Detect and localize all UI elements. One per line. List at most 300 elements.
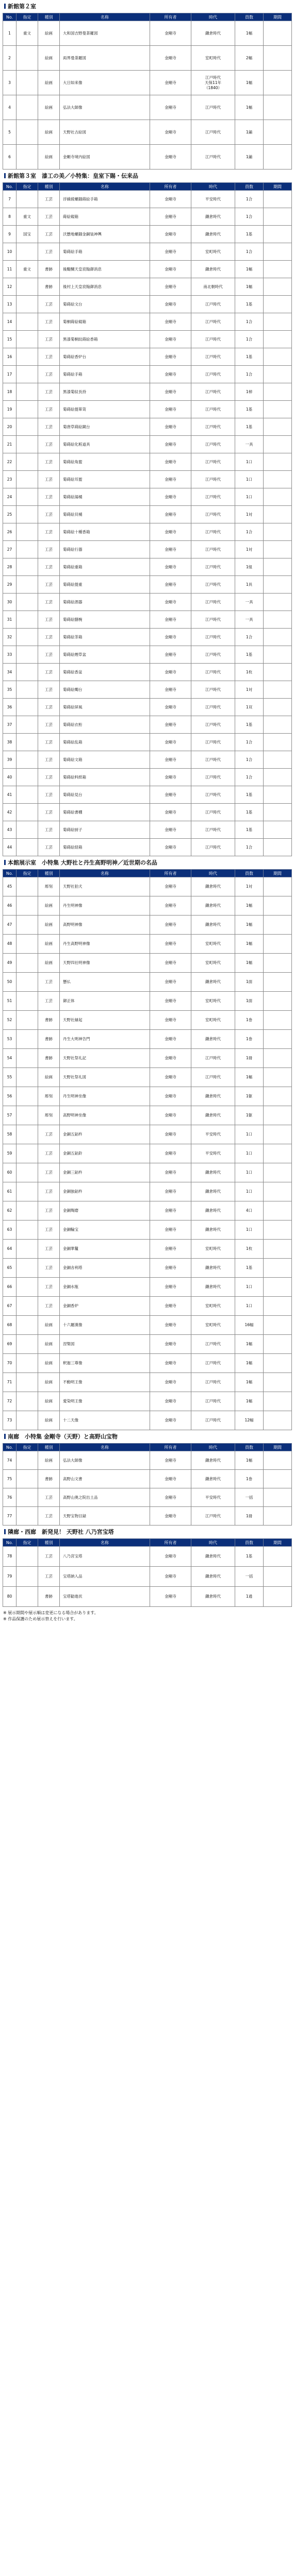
cell-name: 沃懸地螺鈿金銅装神輿 bbox=[60, 226, 150, 243]
cell-designation bbox=[17, 1373, 38, 1392]
cell-period bbox=[264, 506, 292, 523]
cell-type: 工芸 bbox=[38, 418, 60, 436]
cell-no: 23 bbox=[3, 471, 17, 488]
cell-era: 平安時代 bbox=[191, 1144, 235, 1163]
cell-name: 高野明神像 bbox=[60, 916, 150, 935]
table-row bbox=[3, 313, 292, 331]
cell-designation bbox=[17, 1587, 38, 1607]
cell-name: 菊蒔絵屏風 bbox=[60, 699, 150, 716]
cell-no: 14 bbox=[3, 313, 17, 331]
table-row bbox=[3, 21, 292, 46]
cell-no: 50 bbox=[3, 973, 17, 992]
cell-owner: 金剛寺 bbox=[150, 916, 191, 935]
cell-owner: 金剛寺 bbox=[150, 935, 191, 954]
cell-type: 絵画 bbox=[38, 954, 60, 973]
cell-type: 工芸 bbox=[38, 383, 60, 401]
cell-designation bbox=[17, 681, 38, 699]
cell-type: 工芸 bbox=[38, 541, 60, 558]
exhibit-table bbox=[3, 869, 292, 1430]
cell-period bbox=[264, 1507, 292, 1526]
table-row bbox=[3, 1201, 292, 1221]
cell-owner: 金剛寺 bbox=[150, 1106, 191, 1125]
section bbox=[3, 1430, 291, 1526]
cell-designation bbox=[17, 629, 38, 646]
table-row bbox=[3, 1392, 292, 1411]
cell-type: 工芸 bbox=[38, 331, 60, 348]
cell-name: 蒔絵硯箱 bbox=[60, 208, 150, 226]
cell-name: 金銅華鬘 bbox=[60, 1240, 150, 1259]
cell-owner: 金剛寺 bbox=[150, 1392, 191, 1411]
column-header-period: 期間 bbox=[264, 13, 292, 21]
cell-no: 33 bbox=[3, 646, 17, 664]
cell-designation bbox=[17, 1354, 38, 1373]
cell-era: 江戸時代 bbox=[191, 646, 235, 664]
cell-no: 49 bbox=[3, 954, 17, 973]
table-row bbox=[3, 611, 292, 629]
table-row bbox=[3, 769, 292, 786]
section-title-text: 南廊 小特集 金剛寺（天野）と高野山宝物 bbox=[8, 1433, 118, 1440]
column-header-era: 時代 bbox=[191, 1539, 235, 1547]
cell-qty: 1口 bbox=[235, 1163, 264, 1182]
cell-period bbox=[264, 681, 292, 699]
table-row bbox=[3, 804, 292, 821]
cell-designation bbox=[17, 804, 38, 821]
cell-era: 江戸時代 bbox=[191, 786, 235, 804]
cell-name: 金銅香炉 bbox=[60, 1297, 150, 1316]
cell-type: 工芸 bbox=[38, 366, 60, 383]
table-row bbox=[3, 71, 292, 95]
cell-name: 黒漆菊紋長持 bbox=[60, 383, 150, 401]
note-line: ※ 展示期間や展示順は変更になる場合があります。 bbox=[3, 1611, 99, 1615]
table-row bbox=[3, 1278, 292, 1297]
cell-period bbox=[264, 734, 292, 751]
cell-type: 絵画 bbox=[38, 935, 60, 954]
cell-type: 工芸 bbox=[38, 594, 60, 611]
cell-name: 金銅五鈷鈴 bbox=[60, 1144, 150, 1163]
cell-owner: 金剛寺 bbox=[150, 453, 191, 471]
cell-designation bbox=[17, 821, 38, 839]
cell-designation bbox=[17, 71, 38, 95]
cell-era: 江戸時代 bbox=[191, 734, 235, 751]
cell-era: 鎌倉時代 bbox=[191, 1221, 235, 1240]
cell-period bbox=[264, 896, 292, 916]
cell-designation bbox=[17, 699, 38, 716]
cell-no: 69 bbox=[3, 1335, 17, 1354]
cell-qty: 一具 bbox=[235, 594, 264, 611]
cell-designation bbox=[17, 1316, 38, 1335]
cell-name: 菊蒔絵衣桁 bbox=[60, 716, 150, 734]
cell-designation bbox=[17, 120, 38, 145]
cell-type: 工芸 bbox=[38, 664, 60, 681]
section-title bbox=[3, 0, 291, 13]
table-row bbox=[3, 716, 292, 734]
cell-no: 79 bbox=[3, 1567, 17, 1587]
cell-period bbox=[264, 21, 292, 46]
table-row bbox=[3, 1144, 292, 1163]
cell-period bbox=[264, 1335, 292, 1354]
table-row bbox=[3, 1049, 292, 1068]
cell-owner: 金剛寺 bbox=[150, 1011, 191, 1030]
cell-type: 工芸 bbox=[38, 523, 60, 541]
table-row bbox=[3, 1335, 292, 1354]
cell-name: 丹生明神坐像 bbox=[60, 1087, 150, 1106]
table-header-row bbox=[3, 870, 292, 877]
cell-period bbox=[264, 576, 292, 594]
cell-period bbox=[264, 1259, 292, 1278]
cell-name: 菊蒔絵文台 bbox=[60, 296, 150, 313]
cell-no: 66 bbox=[3, 1278, 17, 1297]
cell-era: 江戸時代 bbox=[191, 366, 235, 383]
cell-qty: 1口 bbox=[235, 1278, 264, 1297]
cell-no: 53 bbox=[3, 1030, 17, 1049]
cell-period bbox=[264, 453, 292, 471]
cell-era: 江戸時代 bbox=[191, 1392, 235, 1411]
cell-era: 江戸時代 bbox=[191, 145, 235, 170]
cell-owner: 金剛寺 bbox=[150, 954, 191, 973]
cell-designation bbox=[17, 278, 38, 296]
cell-qty: 1幅 bbox=[235, 1373, 264, 1392]
cell-name: 不動明王像 bbox=[60, 1373, 150, 1392]
cell-era: 江戸時代 bbox=[191, 1354, 235, 1373]
column-header-no: No. bbox=[3, 13, 17, 21]
cell-no: 26 bbox=[3, 523, 17, 541]
cell-qty: 1対 bbox=[235, 681, 264, 699]
cell-designation bbox=[17, 1201, 38, 1221]
table-row bbox=[3, 1221, 292, 1240]
table-row bbox=[3, 541, 292, 558]
cell-designation bbox=[17, 916, 38, 935]
cell-no: 38 bbox=[3, 734, 17, 751]
cell-era: 江戸時代 bbox=[191, 558, 235, 576]
cell-type: 書跡 bbox=[38, 1030, 60, 1049]
cell-no: 70 bbox=[3, 1354, 17, 1373]
cell-name: 菊蒔絵提箪笥 bbox=[60, 401, 150, 418]
cell-designation bbox=[17, 1087, 38, 1106]
cell-period bbox=[264, 1106, 292, 1125]
cell-designation bbox=[17, 664, 38, 681]
table-row bbox=[3, 896, 292, 916]
cell-designation bbox=[17, 1011, 38, 1030]
column-header-designation: 指定 bbox=[17, 1539, 38, 1547]
cell-era: 鎌倉時代 bbox=[191, 1278, 235, 1297]
table-row bbox=[3, 120, 292, 145]
cell-designation bbox=[17, 594, 38, 611]
cell-qty: 1面 bbox=[235, 973, 264, 992]
cell-type: 絵画 bbox=[38, 1451, 60, 1470]
cell-no: 8 bbox=[3, 208, 17, 226]
cell-designation bbox=[17, 716, 38, 734]
cell-era: 江戸時代 bbox=[191, 1507, 235, 1526]
cell-period bbox=[264, 243, 292, 261]
cell-no: 5 bbox=[3, 120, 17, 145]
cell-type: 工芸 bbox=[38, 191, 60, 208]
cell-period bbox=[264, 1240, 292, 1259]
cell-era: 江戸時代 bbox=[191, 681, 235, 699]
cell-period bbox=[264, 1411, 292, 1430]
cell-no: 72 bbox=[3, 1392, 17, 1411]
cell-owner: 金剛寺 bbox=[150, 629, 191, 646]
cell-type: 工芸 bbox=[38, 506, 60, 523]
section-marker bbox=[4, 1529, 6, 1534]
column-header-type: 種別 bbox=[38, 183, 60, 191]
cell-name: 高野山文書 bbox=[60, 1470, 150, 1488]
cell-type: 工芸 bbox=[38, 576, 60, 594]
cell-no: 45 bbox=[3, 877, 17, 896]
cell-qty: 1幅 bbox=[235, 954, 264, 973]
section-title bbox=[3, 170, 291, 182]
cell-owner: 金剛寺 bbox=[150, 523, 191, 541]
cell-period bbox=[264, 1221, 292, 1240]
cell-era: 江戸時代 bbox=[191, 1335, 235, 1354]
cell-name: 金銅羯磨 bbox=[60, 1201, 150, 1221]
cell-no: 52 bbox=[3, 1011, 17, 1030]
cell-owner: 金剛寺 bbox=[150, 348, 191, 366]
cell-type: 工芸 bbox=[38, 436, 60, 453]
cell-name: 菊蒔絵厨子 bbox=[60, 821, 150, 839]
cell-type: 工芸 bbox=[38, 1163, 60, 1182]
cell-owner: 金剛寺 bbox=[150, 1547, 191, 1567]
table-row bbox=[3, 1182, 292, 1201]
cell-qty: 1合 bbox=[235, 751, 264, 769]
cell-designation bbox=[17, 401, 38, 418]
note-line: ※ 作品保護のため展示替えを行います。 bbox=[3, 1617, 78, 1621]
cell-owner: 金剛寺 bbox=[150, 558, 191, 576]
cell-name: 金銅水瓶 bbox=[60, 1278, 150, 1297]
cell-name: 大和国吉野曼荼羅図 bbox=[60, 21, 150, 46]
cell-period bbox=[264, 1068, 292, 1087]
cell-name: 金銅独鈷杵 bbox=[60, 1182, 150, 1201]
column-header-designation: 指定 bbox=[17, 183, 38, 191]
cell-period bbox=[264, 366, 292, 383]
cell-designation: 国宝 bbox=[17, 226, 38, 243]
cell-no: 32 bbox=[3, 629, 17, 646]
cell-name: 菊蒔絵膳椀 bbox=[60, 611, 150, 629]
cell-no: 2 bbox=[3, 46, 17, 71]
cell-qty: 1口 bbox=[235, 1144, 264, 1163]
column-header-owner: 所有者 bbox=[150, 183, 191, 191]
cell-type: 絵画 bbox=[38, 916, 60, 935]
cell-era: 江戸時代 天保11年 （1840） bbox=[191, 71, 235, 95]
cell-owner: 金剛寺 bbox=[150, 1316, 191, 1335]
cell-no: 68 bbox=[3, 1316, 17, 1335]
cell-type: 絵画 bbox=[38, 1392, 60, 1411]
cell-name: 菊蒔絵行器 bbox=[60, 541, 150, 558]
cell-period bbox=[264, 804, 292, 821]
cell-period bbox=[264, 1297, 292, 1316]
cell-period bbox=[264, 1488, 292, 1507]
cell-no: 22 bbox=[3, 453, 17, 471]
cell-type: 書跡 bbox=[38, 1470, 60, 1488]
cell-era: 室町時代 bbox=[191, 1316, 235, 1335]
table-row bbox=[3, 1567, 292, 1587]
cell-type: 絵画 bbox=[38, 120, 60, 145]
cell-qty: 1対 bbox=[235, 541, 264, 558]
cell-name: 天野四社明神像 bbox=[60, 954, 150, 973]
table-row bbox=[3, 436, 292, 453]
cell-owner: 金剛寺 bbox=[150, 278, 191, 296]
cell-no: 62 bbox=[3, 1201, 17, 1221]
cell-no: 31 bbox=[3, 611, 17, 629]
cell-era: 江戸時代 bbox=[191, 1373, 235, 1392]
cell-type: 工芸 bbox=[38, 821, 60, 839]
cell-owner: 金剛寺 bbox=[150, 751, 191, 769]
cell-owner: 金剛寺 bbox=[150, 1163, 191, 1182]
cell-designation bbox=[17, 576, 38, 594]
column-header-designation: 指定 bbox=[17, 1444, 38, 1451]
cell-owner: 金剛寺 bbox=[150, 1125, 191, 1144]
cell-type: 工芸 bbox=[38, 348, 60, 366]
cell-no: 27 bbox=[3, 541, 17, 558]
cell-period bbox=[264, 278, 292, 296]
cell-name: 後醍醐天皇宸翰御消息 bbox=[60, 261, 150, 278]
table-row bbox=[3, 877, 292, 896]
cell-owner: 金剛寺 bbox=[150, 71, 191, 95]
column-header-name: 名称 bbox=[60, 1539, 150, 1547]
cell-owner: 金剛寺 bbox=[150, 1411, 191, 1430]
cell-name: 愛染明王像 bbox=[60, 1392, 150, 1411]
cell-owner: 金剛寺 bbox=[150, 594, 191, 611]
cell-no: 67 bbox=[3, 1297, 17, 1316]
cell-era: 鎌倉時代 bbox=[191, 261, 235, 278]
cell-period bbox=[264, 331, 292, 348]
cell-era: 鎌倉時代 bbox=[191, 1201, 235, 1221]
cell-qty: 1幅 bbox=[235, 21, 264, 46]
table-row bbox=[3, 523, 292, 541]
table-row bbox=[3, 664, 292, 681]
cell-no: 47 bbox=[3, 916, 17, 935]
cell-name: 十六羅漢像 bbox=[60, 1316, 150, 1335]
cell-designation bbox=[17, 769, 38, 786]
cell-type: 工芸 bbox=[38, 681, 60, 699]
cell-designation bbox=[17, 935, 38, 954]
cell-name: 菊蒔絵貝桶 bbox=[60, 506, 150, 523]
cell-designation bbox=[17, 541, 38, 558]
cell-type: 工芸 bbox=[38, 716, 60, 734]
cell-type: 工芸 bbox=[38, 453, 60, 471]
cell-era: 江戸時代 bbox=[191, 594, 235, 611]
cell-name: 菊蒔絵手箱 bbox=[60, 243, 150, 261]
cell-era: 江戸時代 bbox=[191, 523, 235, 541]
cell-qty: 1口 bbox=[235, 1182, 264, 1201]
cell-designation bbox=[17, 1240, 38, 1259]
section bbox=[3, 170, 291, 856]
cell-owner: 金剛寺 bbox=[150, 1240, 191, 1259]
cell-era: 平安時代 bbox=[191, 1488, 235, 1507]
section-title-text: 隣廊・西廊 新発見！ 天野社 八乃宮宝塔 bbox=[8, 1529, 114, 1535]
cell-name: 菊蒔絵書棚 bbox=[60, 804, 150, 821]
cell-owner: 金剛寺 bbox=[150, 1221, 191, 1240]
cell-no: 57 bbox=[3, 1106, 17, 1125]
table-row bbox=[3, 751, 292, 769]
cell-no: 35 bbox=[3, 681, 17, 699]
cell-designation bbox=[17, 1049, 38, 1068]
table-header-row bbox=[3, 1444, 292, 1451]
cell-no: 48 bbox=[3, 935, 17, 954]
cell-period bbox=[264, 1011, 292, 1030]
cell-designation bbox=[17, 453, 38, 471]
cell-era: 江戸時代 bbox=[191, 699, 235, 716]
cell-no: 9 bbox=[3, 226, 17, 243]
table-row bbox=[3, 954, 292, 973]
cell-type: 書跡 bbox=[38, 1011, 60, 1030]
cell-owner: 金剛寺 bbox=[150, 261, 191, 278]
cell-name: 十二天像 bbox=[60, 1411, 150, 1430]
cell-type: 工芸 bbox=[38, 1182, 60, 1201]
cell-designation bbox=[17, 646, 38, 664]
cell-period bbox=[264, 261, 292, 278]
cell-no: 18 bbox=[3, 383, 17, 401]
cell-no: 74 bbox=[3, 1451, 17, 1470]
cell-type: 工芸 bbox=[38, 226, 60, 243]
cell-qty: 1基 bbox=[235, 401, 264, 418]
column-header-qty: 員数 bbox=[235, 13, 264, 21]
cell-type: 工芸 bbox=[38, 401, 60, 418]
cell-era: 江戸時代 bbox=[191, 629, 235, 646]
cell-owner: 金剛寺 bbox=[150, 896, 191, 916]
cell-type: 工芸 bbox=[38, 471, 60, 488]
cell-no: 65 bbox=[3, 1259, 17, 1278]
cell-owner: 金剛寺 bbox=[150, 877, 191, 896]
cell-type: 工芸 bbox=[38, 1297, 60, 1316]
cell-qty: 1基 bbox=[235, 226, 264, 243]
table-row bbox=[3, 46, 292, 71]
cell-no: 34 bbox=[3, 664, 17, 681]
cell-qty: 12幅 bbox=[235, 1411, 264, 1430]
cell-period bbox=[264, 664, 292, 681]
cell-era: 江戸時代 bbox=[191, 313, 235, 331]
cell-name: 菊蒔絵耳盥 bbox=[60, 471, 150, 488]
cell-no: 1 bbox=[3, 21, 17, 46]
cell-qty: 1幅 bbox=[235, 916, 264, 935]
cell-period bbox=[264, 954, 292, 973]
table-header-row bbox=[3, 1539, 292, 1547]
cell-era: 室町時代 bbox=[191, 243, 235, 261]
table-row bbox=[3, 401, 292, 418]
cell-era: 鎌倉時代 bbox=[191, 208, 235, 226]
cell-type: 絵画 bbox=[38, 145, 60, 170]
cell-no: 43 bbox=[3, 821, 17, 839]
cell-qty: 1幅 bbox=[235, 896, 264, 916]
cell-owner: 金剛寺 bbox=[150, 821, 191, 839]
cell-era: 江戸時代 bbox=[191, 839, 235, 856]
cell-owner: 金剛寺 bbox=[150, 1201, 191, 1221]
cell-owner: 金剛寺 bbox=[150, 786, 191, 804]
cell-era: 江戸時代 bbox=[191, 769, 235, 786]
cell-no: 6 bbox=[3, 145, 17, 170]
column-header-no: No. bbox=[3, 870, 17, 877]
cell-type: 工芸 bbox=[38, 208, 60, 226]
cell-name: 涅槃図 bbox=[60, 1335, 150, 1354]
cell-qty: 1幅 bbox=[235, 1068, 264, 1087]
cell-era: 江戸時代 bbox=[191, 664, 235, 681]
cell-period bbox=[264, 1182, 292, 1201]
cell-no: 54 bbox=[3, 1049, 17, 1068]
cell-period bbox=[264, 1278, 292, 1297]
section-marker bbox=[4, 860, 6, 865]
cell-no: 29 bbox=[3, 576, 17, 594]
cell-qty: 1口 bbox=[235, 488, 264, 506]
cell-period bbox=[264, 629, 292, 646]
table-row bbox=[3, 1240, 292, 1259]
cell-qty: 一具 bbox=[235, 611, 264, 629]
table-row bbox=[3, 699, 292, 716]
cell-type: 工芸 bbox=[38, 1201, 60, 1221]
cell-no: 17 bbox=[3, 366, 17, 383]
cell-qty: 一具 bbox=[235, 436, 264, 453]
cell-owner: 金剛寺 bbox=[150, 1030, 191, 1049]
cell-name: 菊蒔絵湯桶 bbox=[60, 488, 150, 506]
cell-owner: 金剛寺 bbox=[150, 366, 191, 383]
